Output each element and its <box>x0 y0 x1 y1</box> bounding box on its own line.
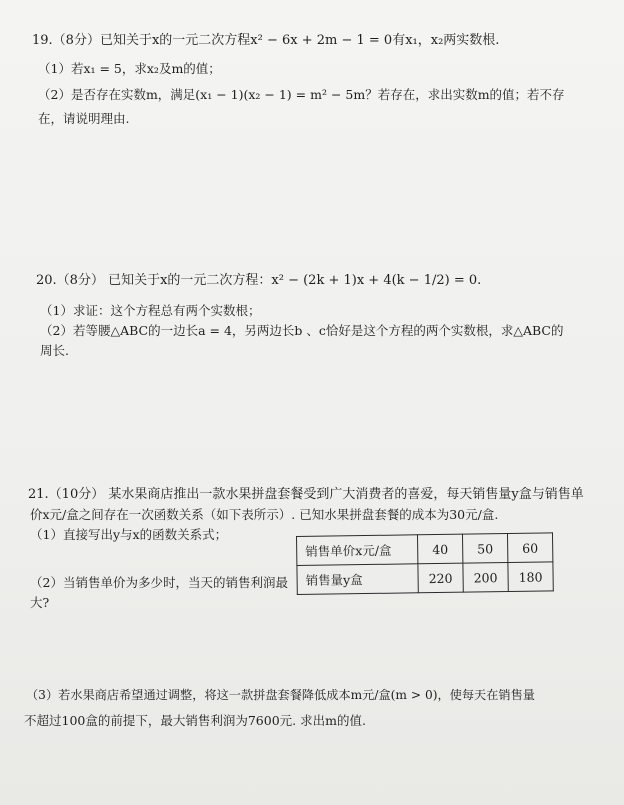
table-row <box>297 533 553 566</box>
table-row <box>297 562 553 595</box>
table-cell: 220 <box>418 563 463 593</box>
table-cell: 50 <box>462 534 507 564</box>
q21-heading-line1: 21.（10分） 某水果商店推出一款水果拼盘套餐受到广大消费者的喜爱，每天销售量y盒与销售单 <box>28 487 584 502</box>
q19-heading: 19.（8分）已知关于x的一元二次方程x² − 6x + 2m − 1 = 0有x₁，x₂两实数根. <box>32 33 500 48</box>
q21-part2-line2: 大? <box>30 595 50 610</box>
table-cell: 200 <box>463 563 508 593</box>
q19-part2-line2: 在，请说明理由. <box>38 111 130 126</box>
q21-part2-line1: （2）当销售单价为多少时，当天的销售利润最 <box>30 575 288 590</box>
table-header-sales: 销售量y盒 <box>297 564 418 595</box>
price-sales-table <box>296 532 554 595</box>
q19-part1: （1）若x₁ = 5，求x₂及m的值； <box>38 61 221 76</box>
table-cell: 180 <box>508 562 553 592</box>
q21-part3-line1: （3）若水果商店希望通过调整，将这一款拼盘套餐降低成本m元/盒(m > 0)，使每天在销售量 <box>26 688 535 702</box>
table-cell: 60 <box>507 533 552 563</box>
q19-part2-line1: （2）是否存在实数m，满足(x₁ − 1)(x₂ − 1) = m² − 5m？若存在，求出实数m的值；若不存 <box>38 87 565 102</box>
table-header-price: 销售单价x元/盒 <box>297 535 418 566</box>
q20-part1: （1）求证：这个方程总有两个实数根； <box>40 303 261 318</box>
q21-heading-line2: 价x元/盒之间存在一次函数关系（如下表所示）. 已知水果拼盘套餐的成本为30元/盒. <box>30 507 499 522</box>
q21-part3-line2: 不超过100盒的前提下，最大销售利润为7600元. 求出m的值. <box>24 713 366 728</box>
q20-part2-line1: （2）若等腰△ABC的一边长a = 4，另两边长b 、c恰好是这个方程的两个实数根，求△ABC的 <box>40 323 564 338</box>
q21-part1: （1）直接写出y与x的函数关系式； <box>30 527 228 542</box>
table-cell: 40 <box>417 534 462 564</box>
q20-part2-line2: 周长. <box>40 343 69 358</box>
q20-heading: 20.（8分） 已知关于x的一元二次方程：x² − (2k + 1)x + 4(k − 1/2) = 0. <box>36 273 482 288</box>
